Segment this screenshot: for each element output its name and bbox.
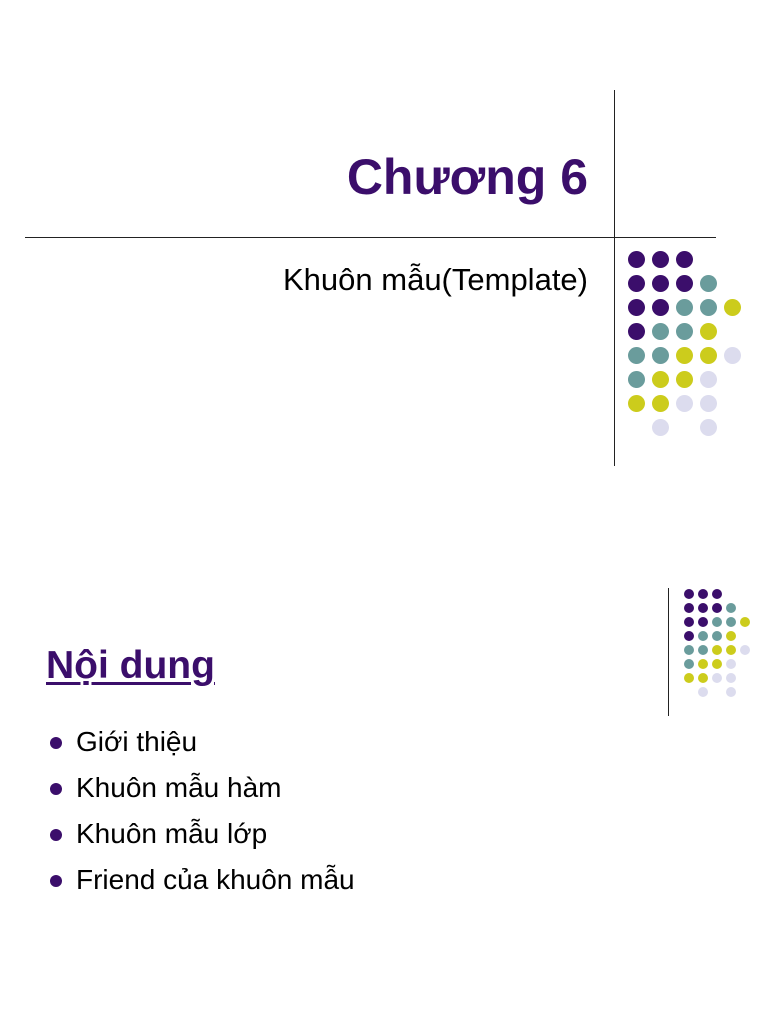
dot-decoration (652, 395, 669, 412)
section-heading: Nội dung (46, 644, 215, 687)
dot-decoration (698, 631, 708, 641)
dot-decoration (676, 395, 693, 412)
dot-decoration (726, 603, 736, 613)
list-item-text: Khuôn mẫu hàm (76, 772, 282, 803)
dot-decoration (628, 347, 645, 364)
dot-decoration (628, 371, 645, 388)
dot-decoration (700, 323, 717, 340)
dot-decoration (740, 617, 750, 627)
dot-decoration (726, 659, 736, 669)
dot-decoration (712, 645, 722, 655)
dot-decoration (628, 395, 645, 412)
dot-decoration (628, 251, 645, 268)
slide2-vertical-rule (668, 588, 669, 716)
dot-decoration (676, 347, 693, 364)
dot-decoration (652, 371, 669, 388)
dot-decoration (676, 275, 693, 292)
dot-decoration (712, 603, 722, 613)
dot-decoration (684, 617, 694, 627)
dot-decoration (652, 347, 669, 364)
dot-decoration (700, 299, 717, 316)
dot-decoration (698, 659, 708, 669)
dot-decoration (724, 299, 741, 316)
dot-decoration (700, 347, 717, 364)
list-item-text: Giới thiệu (76, 726, 198, 757)
dot-decoration (652, 323, 669, 340)
dot-decoration (676, 323, 693, 340)
dot-decoration (712, 617, 722, 627)
list-item (48, 860, 355, 906)
dot-decoration (676, 251, 693, 268)
list-item (48, 814, 355, 860)
dot-decoration (684, 659, 694, 669)
dot-decoration (712, 631, 722, 641)
slide-title: Chương 6 (346, 149, 588, 205)
dot-decoration (712, 673, 722, 683)
list-item (48, 768, 355, 814)
dot-decoration (726, 673, 736, 683)
bullet-icon (50, 829, 62, 841)
dot-decoration (676, 299, 693, 316)
bullet-icon (50, 783, 62, 795)
dot-decoration (684, 631, 694, 641)
dot-decoration (628, 323, 645, 340)
slide1-horizontal-rule (25, 237, 716, 238)
dot-decoration (684, 673, 694, 683)
dot-decoration (652, 419, 669, 436)
dot-decoration (684, 603, 694, 613)
slide1-vertical-rule (614, 90, 615, 466)
dot-decoration (726, 645, 736, 655)
dot-decoration (652, 275, 669, 292)
list-item (48, 722, 355, 768)
dot-decoration (726, 687, 736, 697)
dot-decoration (628, 299, 645, 316)
dot-decoration (712, 589, 722, 599)
list-item-text: Khuôn mẫu lớp (76, 818, 268, 849)
dot-decoration (698, 603, 708, 613)
bullet-icon (50, 737, 62, 749)
dot-decoration (700, 371, 717, 388)
dot-decoration (628, 275, 645, 292)
bullet-icon (50, 875, 62, 887)
dot-decoration (698, 617, 708, 627)
dot-decoration (676, 371, 693, 388)
dot-decoration (712, 659, 722, 669)
dot-decoration (698, 645, 708, 655)
dot-decoration (684, 645, 694, 655)
dot-decoration (740, 645, 750, 655)
dot-decoration (700, 275, 717, 292)
dot-decoration (698, 589, 708, 599)
content-list (48, 722, 355, 906)
dot-decoration (684, 589, 694, 599)
dot-decoration (700, 419, 717, 436)
dot-decoration (700, 395, 717, 412)
dot-decoration (698, 673, 708, 683)
slide-subtitle: Khuôn mẫu(Template) (283, 262, 588, 297)
dot-decoration (652, 251, 669, 268)
list-item-text: Friend của khuôn mẫu (76, 864, 355, 895)
dot-decoration (652, 299, 669, 316)
dot-decoration (724, 347, 741, 364)
dot-decoration (726, 617, 736, 627)
dot-decoration (698, 687, 708, 697)
dot-decoration (726, 631, 736, 641)
